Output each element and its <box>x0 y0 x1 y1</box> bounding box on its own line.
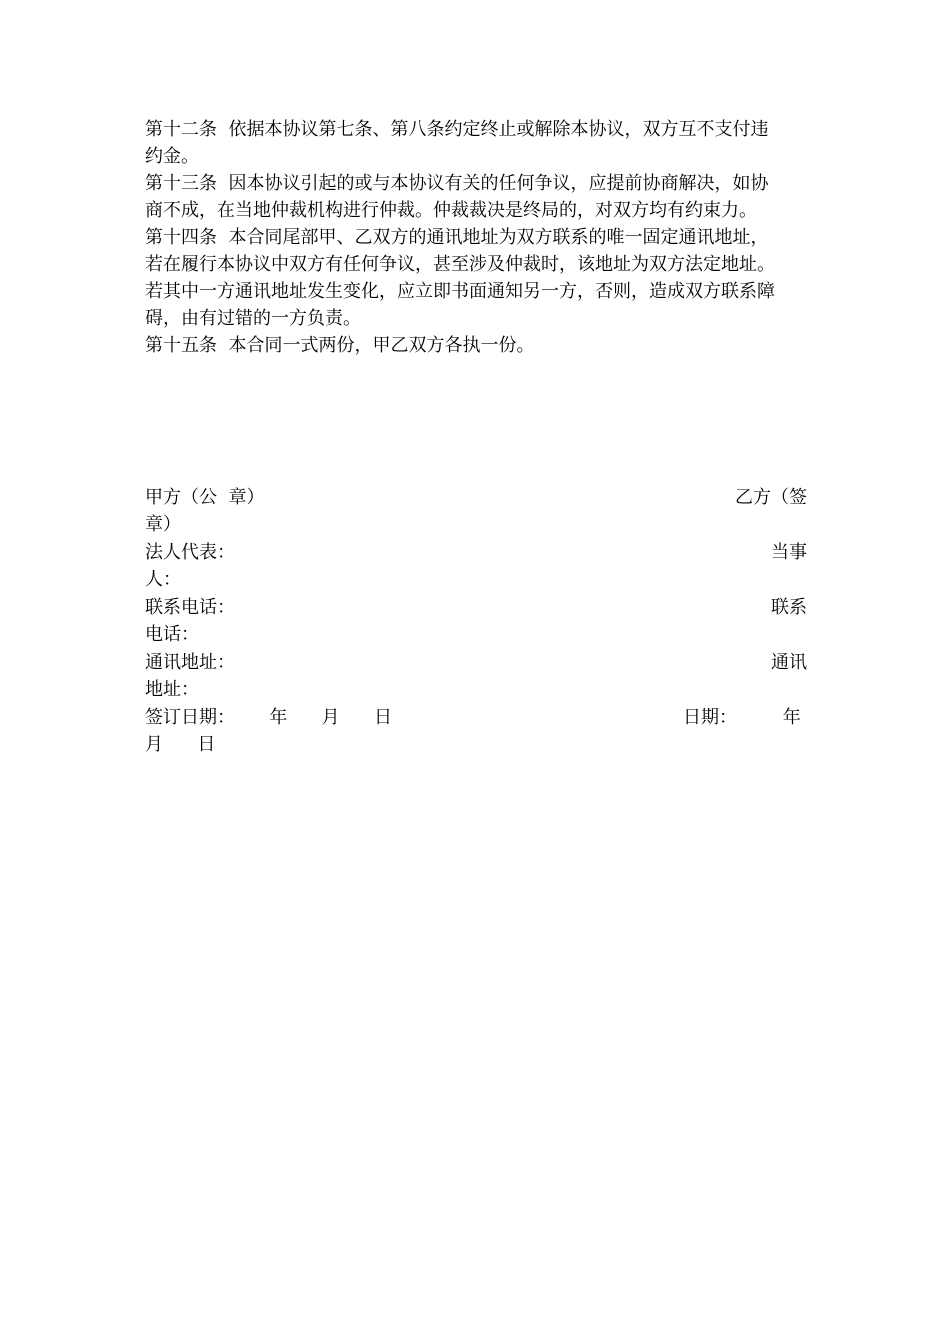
phone-a-label: 联系电话： <box>145 597 235 618</box>
clause-14-line-4: 碍，由有过错的一方负责。 <box>145 308 361 329</box>
clause-15-line-1: 第十五条 本合同一式两份，甲乙双方各执一份。 <box>145 335 535 356</box>
address-a-label: 通讯地址： <box>145 652 235 673</box>
address-b-label: 通讯 <box>771 652 807 673</box>
date-b-label: 日期： 年 <box>683 707 801 728</box>
clause-13-line-2: 商不成，在当地仲裁机构进行仲裁。仲裁裁决是终局的，对双方均有约束力。 <box>145 200 757 221</box>
party-b-person-cont: 人： <box>145 569 181 590</box>
clause-12-line-2: 约金。 <box>145 146 199 167</box>
legal-rep-label: 法人代表： <box>145 542 235 563</box>
phone-b-cont: 电话： <box>145 624 199 645</box>
clause-14-line-3: 若其中一方通讯地址发生变化，应立即书面通知另一方，否则，造成双方联系障 <box>145 281 775 302</box>
party-b-person-label: 当事 <box>771 542 807 563</box>
party-a-seal: 甲方（公 章） <box>145 487 265 508</box>
phone-b-label: 联系 <box>771 597 807 618</box>
party-b-seal: 乙方（签 <box>735 487 807 508</box>
clause-12-line-1: 第十二条 依据本协议第七条、第八条约定终止或解除本协议，双方互不支付违 <box>145 119 769 140</box>
party-b-seal-cont: 章） <box>145 514 181 535</box>
date-a-label: 签订日期： 年 月 日 <box>145 707 392 728</box>
clause-14-line-1: 第十四条 本合同尾部甲、乙双方的通讯地址为双方联系的唯一固定通讯地址， <box>145 227 769 248</box>
clause-14-line-2: 若在履行本协议中双方有任何争议，甚至涉及仲裁时，该地址为双方法定地址。 <box>145 254 775 275</box>
address-b-cont: 地址： <box>145 679 199 700</box>
clause-13-line-1: 第十三条 因本协议引起的或与本协议有关的任何争议，应提前协商解决，如协 <box>145 173 769 194</box>
date-b-cont: 月 日 <box>145 734 216 755</box>
